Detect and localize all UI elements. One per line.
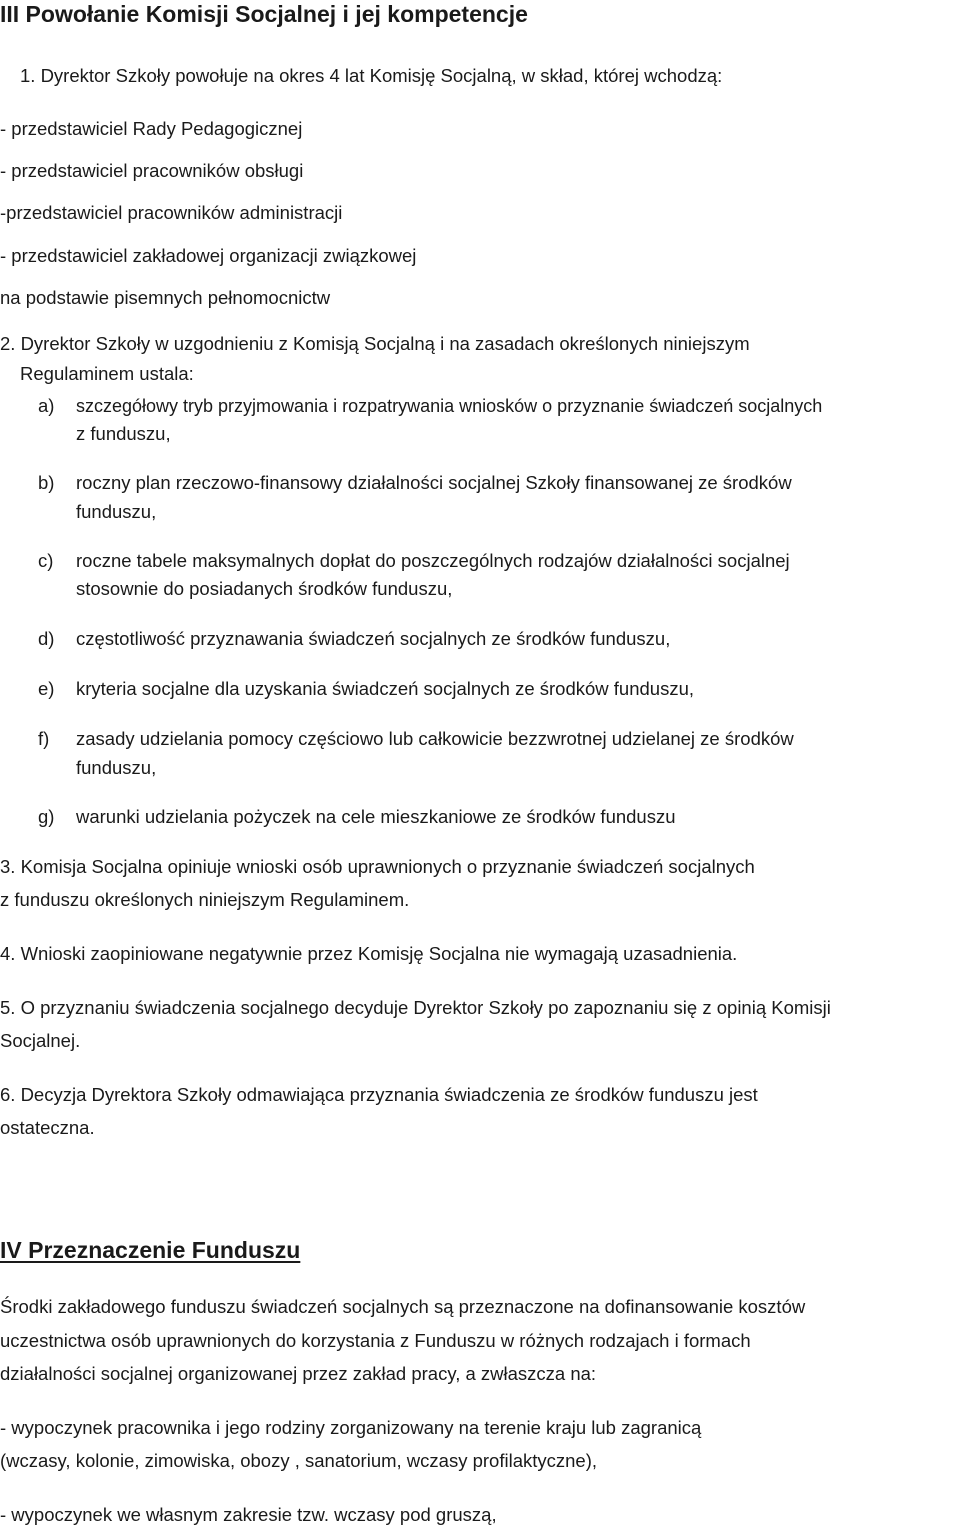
list-item-text: z funduszu,: [76, 423, 171, 444]
paragraph-3-line-1: 3. Komisja Socjalna opiniuje wnioski osób uprawnionych o przyznanie świadczeń socjalnych: [0, 856, 755, 877]
list-item-label: b): [38, 472, 55, 493]
list-item-text: warunki udzielania pożyczek na cele mieszkaniowe ze środków funduszu: [76, 806, 676, 827]
list-item-text: kryteria socjalne dla uzyskania świadczeń socjalnych ze środków funduszu,: [76, 678, 694, 699]
list-item-label: c): [38, 550, 54, 571]
paragraph-3-line-2: z funduszu określonych niniejszym Regulaminem.: [0, 889, 410, 910]
section-4-intro-line-3: działalności socjalnej organizowanej przez zakład pracy, a zwłaszcza na:: [0, 1363, 597, 1384]
section-4-heading: IV Przeznaczenie Funduszu: [0, 1237, 301, 1263]
section-4-intro-line-2: uczestnictwa osób uprawnionych do korzystania z Funduszu w różnych rodzajach i formach: [0, 1330, 751, 1351]
section-4-bullet-1-line-1: - wypoczynek pracownika i jego rodziny zorganizowany na terenie kraju lub zagranicą: [0, 1417, 702, 1438]
paragraph-1: 1. Dyrektor Szkoły powołuje na okres 4 lat Komisję Socjalną, w skład, której wchodzą:: [20, 65, 723, 86]
list-item-text: częstotliwość przyznawania świadczeń socjalnych ze środków funduszu,: [76, 628, 671, 649]
list-item-text: zasady udzielania pomocy częściowo lub całkowicie bezzwrotnej udzielanej ze środków: [76, 728, 794, 749]
paragraph-5-line-1: 5. O przyznaniu świadczenia socjalnego decyduje Dyrektor Szkoły po zapoznaniu się z opinią Komisji: [0, 997, 831, 1018]
section-4-bullet-1-line-2: (wczasy, kolonie, zimowiska, obozy , sanatorium, wczasy profilaktyczne),: [0, 1450, 597, 1471]
section-4-bullet-2: - wypoczynek we własnym zakresie tzw. wczasy pod gruszą,: [0, 1504, 497, 1525]
list-item-label: f): [38, 728, 50, 749]
list-item-text: szczegółowy tryb przyjmowania i rozpatrywania wniosków o przyznanie świadczeń socjalnych: [76, 396, 823, 416]
paragraph-2-line-2: Regulaminem ustala:: [20, 363, 194, 384]
list-item-text: funduszu,: [76, 757, 157, 778]
paragraph-2-line-1: 2. Dyrektor Szkoły w uzgodnieniu z Komisją Socjalną i na zasadach określonych niniejszym: [0, 333, 750, 354]
member-line-4: - przedstawiciel zakładowej organizacji związkowej: [0, 245, 417, 266]
member-line-1: - przedstawiciel Rady Pedagogicznej: [0, 118, 303, 139]
paragraph-1-end: na podstawie pisemnych pełnomocnictw: [0, 287, 331, 308]
list-item-text: stosownie do posiadanych środków funduszu,: [76, 578, 453, 599]
section-3-heading: III Powołanie Komisji Socjalnej i jej kompetencje: [0, 1, 528, 27]
list-item-text: roczne tabele maksymalnych dopłat do poszczególnych rodzajów działalności socjalnej: [76, 550, 790, 571]
paragraph-6-line-1: 6. Decyzja Dyrektora Szkoły odmawiająca przyznania świadczenia ze środków funduszu jest: [0, 1084, 758, 1105]
list-item-label: a): [38, 395, 55, 416]
list-item-text: roczny plan rzeczowo-finansowy działalności socjalnej Szkoły finansowanej ze środków: [76, 472, 792, 493]
section-4-intro-line-1: Środki zakładowego funduszu świadczeń socjalnych są przeznaczone na dofinansowanie kosztów: [0, 1296, 806, 1317]
list-item-label: e): [38, 678, 55, 699]
paragraph-4: 4. Wnioski zaopiniowane negatywnie przez Komisję Socjalna nie wymagają uzasadnienia.: [0, 943, 738, 964]
list-item-label: d): [38, 628, 55, 649]
list-item-label: g): [38, 806, 55, 827]
paragraph-6-line-2: ostateczna.: [0, 1117, 95, 1138]
paragraph-5-line-2: Socjalnej.: [0, 1030, 81, 1051]
member-line-2: - przedstawiciel pracowników obsługi: [0, 160, 304, 181]
member-line-3: -przedstawiciel pracowników administracji: [0, 202, 343, 223]
list-item-text: funduszu,: [76, 501, 157, 522]
